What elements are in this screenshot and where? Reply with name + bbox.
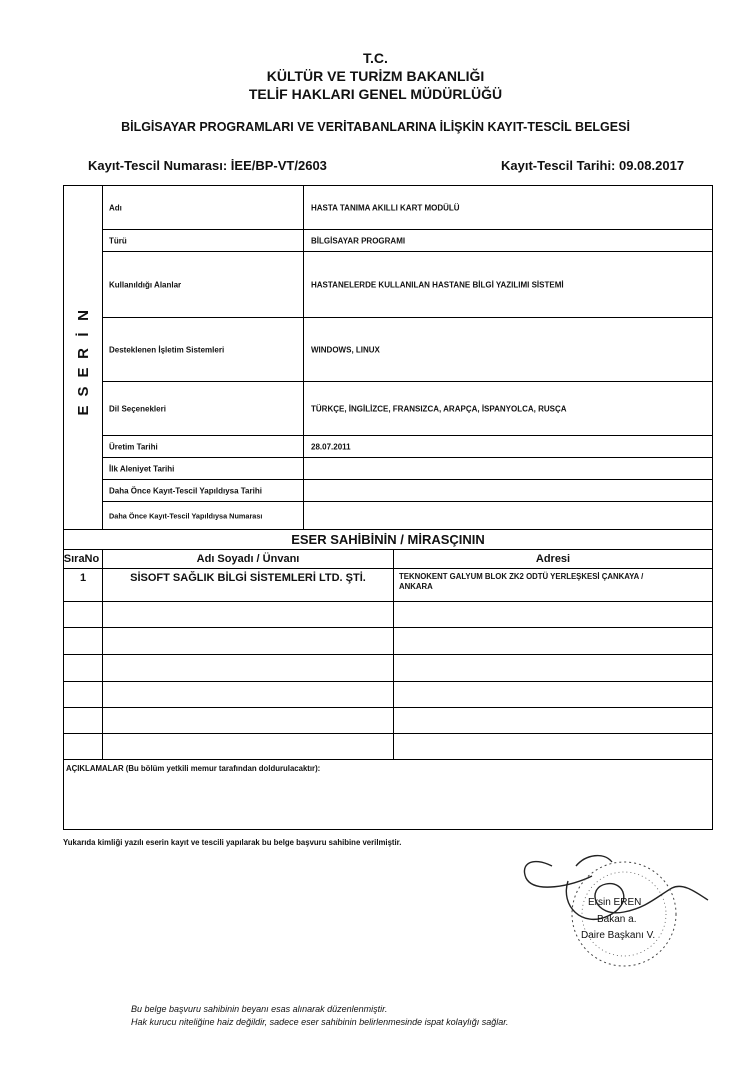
eser-row-areas bbox=[103, 252, 712, 318]
statement-text: Yukarıda kimliği yazılı eserin kayıt ve tescili yapılarak bu belge başvuru sahibine verilmiştir. bbox=[63, 838, 402, 847]
header-address: Adresi bbox=[535, 553, 571, 565]
header-ministry: KÜLTÜR VE TURİZM BAKANLIĞI bbox=[266, 68, 485, 84]
document-title: BİLGİSAYAR PROGRAMLARI VE VERİTABANLARINA İLİŞKİN KAYIT-TESCİL BELGESİ bbox=[121, 120, 630, 134]
footer-line-1: Bu belge başvuru sahibinin beyanı esas alınarak düzenlenmiştir. bbox=[131, 1004, 388, 1014]
owner-address-line2: ANKARA bbox=[399, 582, 433, 591]
eser-row-os bbox=[103, 318, 712, 382]
table-row bbox=[64, 708, 712, 734]
eser-table bbox=[63, 185, 713, 530]
eser-value: BİLGİSAYAR PROGRAMI bbox=[311, 236, 406, 245]
eser-row-production-date bbox=[103, 436, 712, 458]
eser-value: WINDOWS, LINUX bbox=[311, 345, 380, 354]
eser-side-letter: S bbox=[75, 386, 92, 397]
table-row bbox=[64, 628, 712, 655]
eser-row-name bbox=[103, 186, 712, 230]
eser-row-languages bbox=[103, 382, 712, 436]
eser-label: Desteklenen İşletim Sistemleri bbox=[109, 345, 225, 354]
owners-header-row bbox=[64, 550, 712, 569]
aciklama-box bbox=[63, 760, 713, 830]
table-row bbox=[64, 655, 712, 682]
eser-side-letter: E bbox=[75, 367, 92, 378]
eser-side-letters bbox=[64, 306, 103, 420]
signature-name: Ersin EREN bbox=[588, 897, 642, 908]
eser-side-letter: N bbox=[75, 310, 92, 321]
eser-side-letter: R bbox=[75, 348, 92, 359]
eser-label: Daha Önce Kayıt-Tescil Yapıldıysa Numarası bbox=[109, 511, 263, 521]
header-sira-no: SıraNo bbox=[63, 553, 100, 565]
signature-stamp bbox=[512, 836, 724, 986]
eser-side-letter: E bbox=[75, 405, 92, 416]
eser-value: HASTA TANIMA AKILLI KART MODÜLÜ bbox=[311, 203, 460, 212]
eser-row-type bbox=[103, 230, 712, 252]
eser-side-label bbox=[64, 186, 103, 529]
header-name: Adı Soyadı / Ünvanı bbox=[196, 553, 300, 565]
eser-side-letter: İ bbox=[75, 332, 92, 337]
owner-address-line1: TEKNOKENT GALYUM BLOK ZK2 ODTÜ YERLEŞKESİ ÇANKAYA / bbox=[399, 572, 644, 581]
eser-label: Kullanıldığı Alanlar bbox=[109, 280, 182, 289]
eser-label: İlk Aleniyet Tarihi bbox=[109, 464, 175, 473]
owners-title: ESER SAHİBİNİN / MİRASÇININ bbox=[63, 530, 713, 550]
eser-value: HASTANELERDE KULLANILAN HASTANE BİLGİ YAZILIMI SİSTEMİ bbox=[311, 280, 564, 289]
header-directorate: TELİF HAKLARI GENEL MÜDÜRLÜĞÜ bbox=[248, 86, 503, 102]
owner-no: 1 bbox=[79, 572, 87, 584]
eser-row-first-publication bbox=[103, 458, 712, 480]
eser-label: Daha Önce Kayıt-Tescil Yapıldıysa Tarihi bbox=[109, 486, 262, 495]
aciklama-label: AÇIKLAMALAR (Bu bölüm yetkili memur tarafından doldurulacaktır): bbox=[66, 764, 321, 773]
table-row bbox=[64, 569, 712, 602]
table-row bbox=[64, 602, 712, 628]
eser-value: 28.07.2011 bbox=[311, 442, 351, 451]
eser-label: Adı bbox=[109, 203, 122, 212]
owner-name: SİSOFT SAĞLIK BİLGİ SİSTEMLERİ LTD. ŞTİ. bbox=[130, 572, 366, 584]
footer-line-2: Hak kurucu niteliğine haiz değildir, sadece eser sahibinin belirlenmesinde ispat kolaylığı sağlar. bbox=[131, 1017, 509, 1027]
signature-title-2: Daire Başkanı V. bbox=[581, 930, 656, 941]
eser-label: Türü bbox=[109, 236, 127, 245]
registration-number: Kayıt-Tescil Numarası: İEE/BP-VT/2603 bbox=[88, 158, 327, 173]
owners-table bbox=[63, 550, 713, 760]
eser-value: TÜRKÇE, İNGİLİZCE, FRANSIZCA, ARAPÇA, İSPANYOLCA, RUSÇA bbox=[311, 404, 567, 413]
header-tc: T.C. bbox=[363, 50, 388, 66]
registration-date: Kayıt-Tescil Tarihi: 09.08.2017 bbox=[501, 158, 685, 173]
eser-row-previous-date bbox=[103, 480, 712, 502]
eser-label: Üretim Tarihi bbox=[109, 442, 158, 451]
eser-label: Dil Seçenekleri bbox=[109, 404, 166, 413]
table-row bbox=[64, 734, 712, 760]
table-row bbox=[64, 682, 712, 708]
eser-side-text bbox=[64, 306, 103, 420]
signature-title-1: Bakan a. bbox=[597, 914, 637, 925]
eser-row-previous-number bbox=[103, 502, 712, 530]
